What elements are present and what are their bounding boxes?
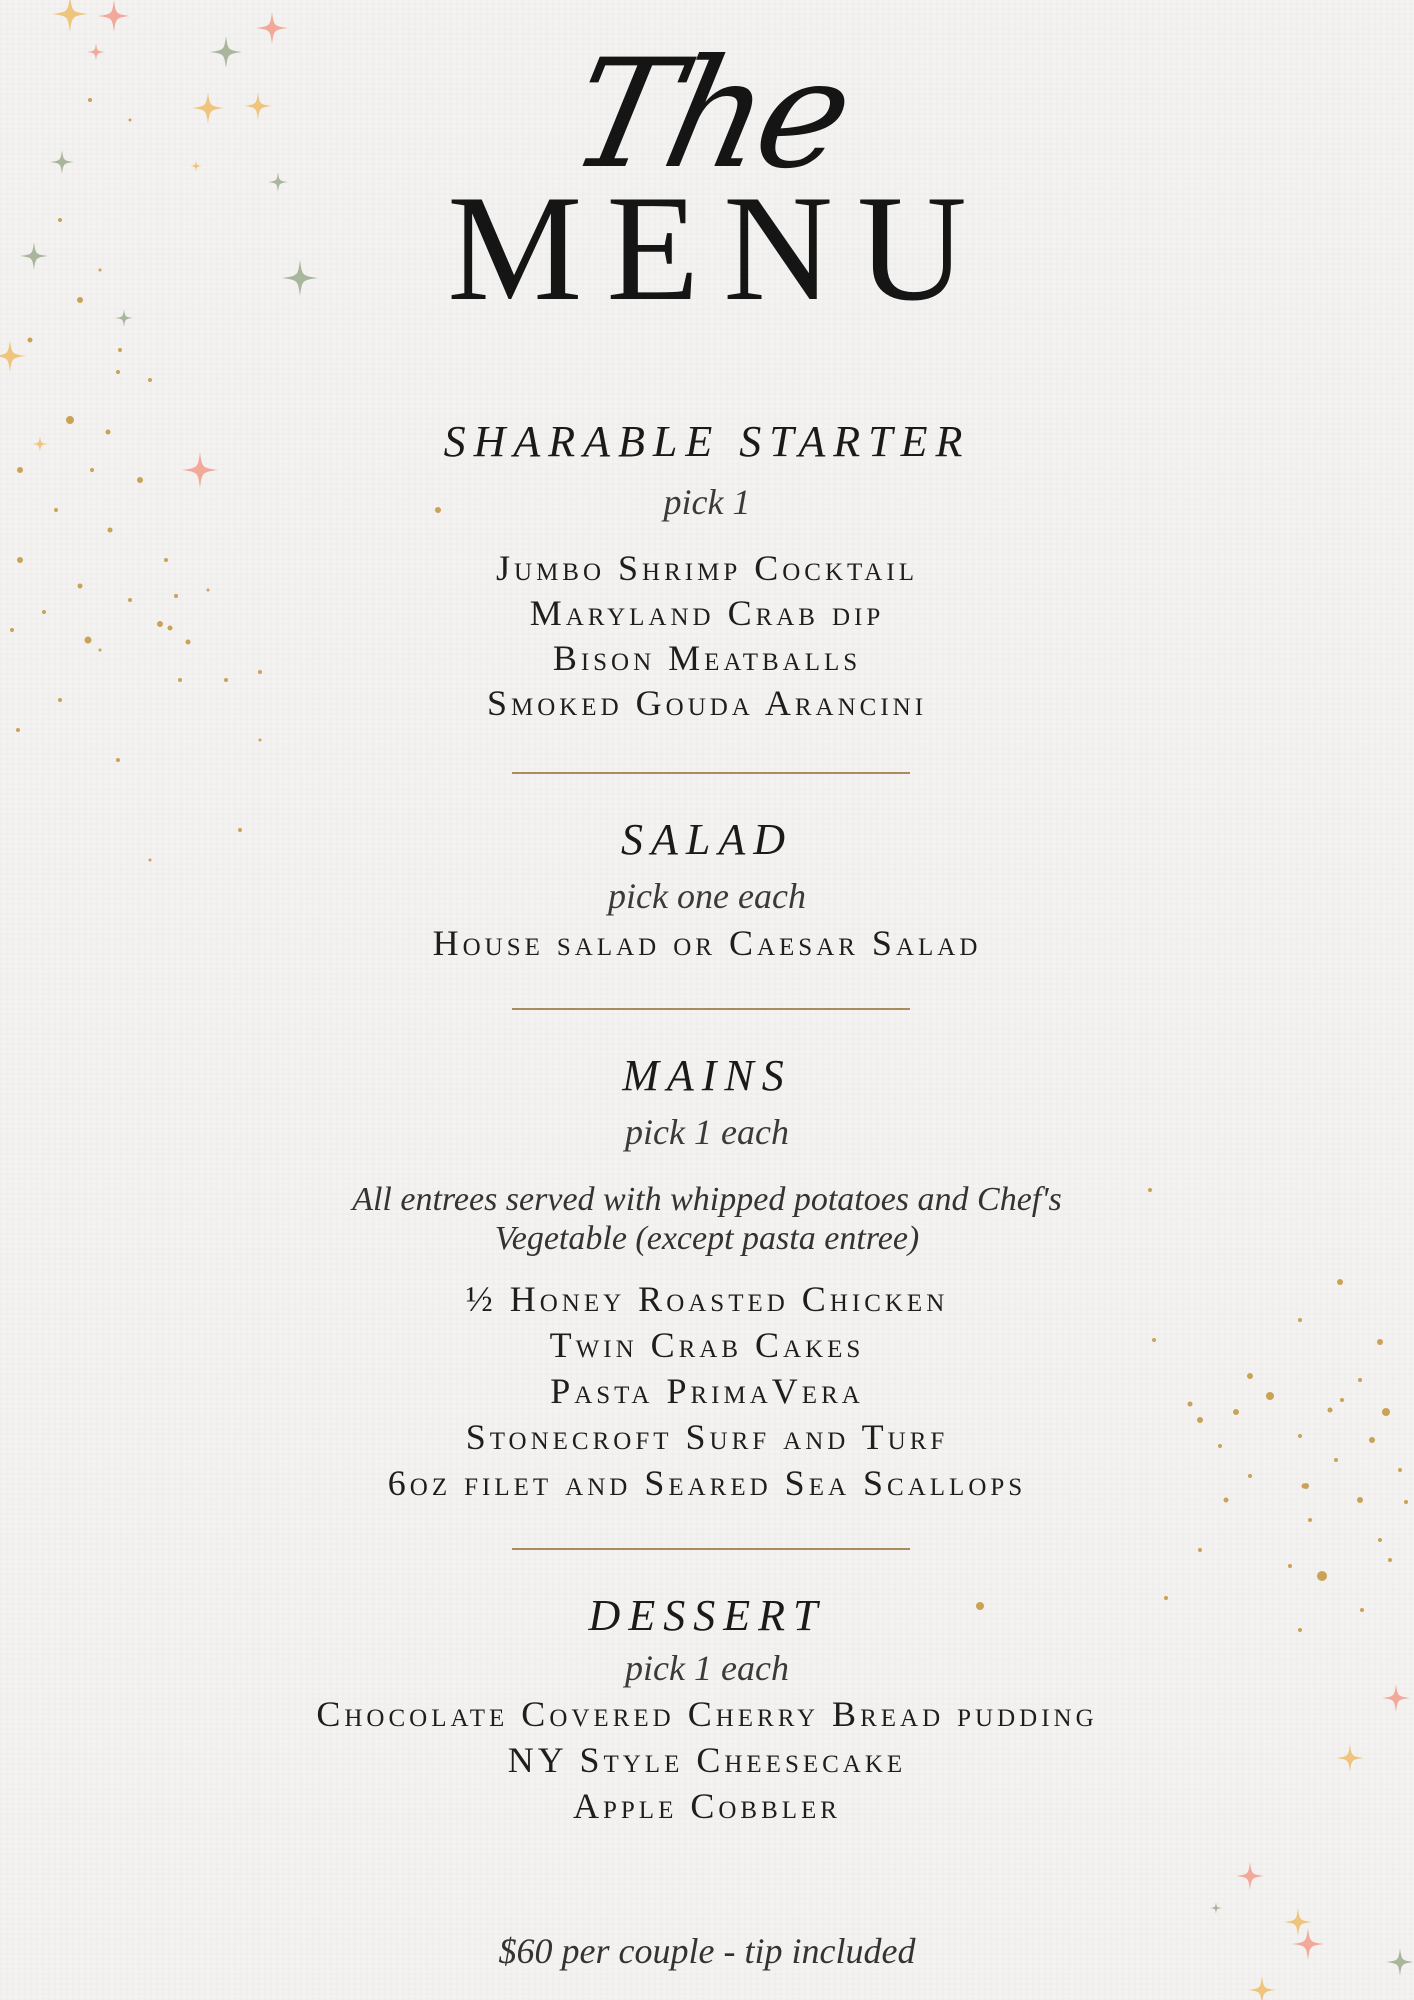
salad-title: SALAD xyxy=(621,815,793,864)
starter-item: Maryland Crab dip xyxy=(529,593,885,633)
starter-item: Smoked Gouda Arancini xyxy=(486,683,928,723)
salad-item: House salad or Caesar Salad xyxy=(432,923,982,963)
starter-item: Bison Meatballs xyxy=(552,638,862,678)
mains-item: Stonecroft Surf and Turf xyxy=(465,1417,949,1457)
salad-pick-note: pick one each xyxy=(608,876,806,916)
dessert-item: Chocolate Covered Cherry Bread pudding xyxy=(316,1694,1098,1734)
dessert-title: DESSERT xyxy=(588,1591,826,1640)
starter-pick-note: pick 1 xyxy=(663,482,751,522)
starter-item: Jumbo Shrimp Cocktail xyxy=(496,548,918,588)
section-divider xyxy=(512,1548,910,1550)
menu-title: MENU xyxy=(447,164,991,332)
mains-note-line-2: Vegetable (except pasta entree) xyxy=(494,1220,920,1257)
section-divider xyxy=(512,772,910,774)
mains-item: 6oz filet and Seared Sea Scallops xyxy=(387,1463,1027,1503)
price-note: $60 per couple - tip included xyxy=(498,1931,916,1971)
section-divider xyxy=(512,1008,910,1010)
mains-pick-note: pick 1 each xyxy=(625,1112,789,1152)
script-the-heading: The xyxy=(556,28,862,202)
mains-item: ½ Honey Roasted Chicken xyxy=(465,1279,949,1319)
dessert-pick-note: pick 1 each xyxy=(625,1648,789,1688)
mains-note-line-1: All entrees served with whipped potatoes and Chef's xyxy=(352,1181,1062,1218)
dessert-item: NY Style Cheesecake xyxy=(507,1740,907,1780)
mains-title: MAINS xyxy=(622,1051,792,1100)
dessert-item: Apple Cobbler xyxy=(573,1786,841,1826)
mains-item: Twin Crab Cakes xyxy=(549,1325,865,1365)
mains-item: Pasta PrimaVera xyxy=(550,1371,864,1411)
starter-title: SHARABLE STARTER xyxy=(443,417,971,466)
